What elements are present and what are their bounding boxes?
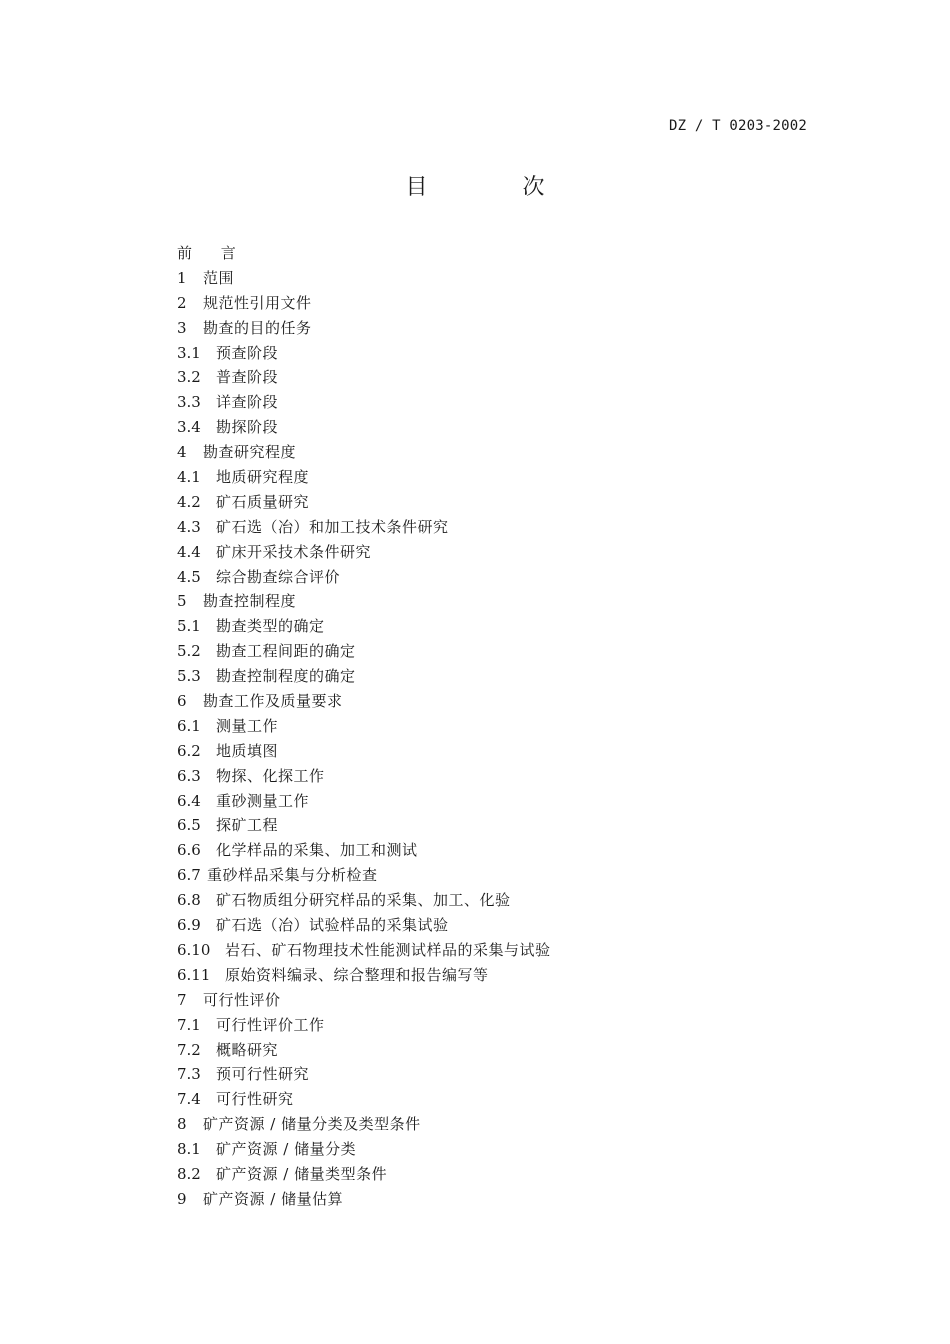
toc-entry <box>177 316 551 341</box>
toc-entry <box>177 863 551 888</box>
toc-entry-number: 7.2 <box>177 1040 201 1059</box>
toc-entry <box>177 1112 551 1137</box>
toc-entry <box>177 963 551 988</box>
toc-entry-number: 3.2 <box>177 368 201 387</box>
toc-entry-title: 勘查工作及质量要求 <box>203 692 343 711</box>
toc-entry <box>177 913 551 938</box>
toc-entry-title: 综合勘查综合评价 <box>216 567 341 586</box>
toc-entry-number: 6.2 <box>177 741 201 760</box>
toc-entry-title: 勘查控制程度 <box>203 592 297 611</box>
toc-entry-number: 6.1 <box>177 716 201 735</box>
toc-entry-number: 4.3 <box>177 517 201 536</box>
toc-entry-title: 矿床开采技术条件研究 <box>216 542 372 561</box>
toc-entry-title: 矿石物质组分研究样品的采集、加工、化验 <box>216 891 511 910</box>
toc-entry <box>177 589 551 614</box>
toc-entry-title: 矿产资源 / 储量分类及类型条件 <box>203 1115 421 1134</box>
standard-code: DZ / T 0203-2002 <box>668 118 807 134</box>
page-title: 目 次 <box>405 175 589 200</box>
toc-entry <box>177 664 551 689</box>
toc-entry-title: 概略研究 <box>216 1040 279 1059</box>
toc-entry-number: 1 <box>177 268 187 287</box>
toc-entry-number: 6.8 <box>177 891 201 910</box>
toc-entry <box>177 291 551 316</box>
toc-entry-title: 原始资料编录、综合整理和报告编写等 <box>225 965 489 984</box>
toc-entry <box>177 1062 551 1087</box>
toc-entry <box>177 689 551 714</box>
toc-entry <box>177 764 551 789</box>
toc-entry-number: 7 <box>177 990 187 1009</box>
toc-entry-number: 6.10 <box>177 940 211 959</box>
toc-entry-title: 矿产资源 / 储量分类 <box>216 1140 357 1159</box>
toc-entry <box>177 1187 551 1212</box>
toc-entry-number: 4.5 <box>177 567 201 586</box>
toc-entry-number: 6.6 <box>177 841 201 860</box>
toc-entry-title: 预查阶段 <box>216 343 279 362</box>
toc-entry-title: 勘查的目的任务 <box>203 318 312 337</box>
toc-entry <box>177 988 551 1013</box>
toc-entry <box>177 838 551 863</box>
toc-entry-title: 测量工作 <box>216 716 279 735</box>
toc-entry <box>177 1038 551 1063</box>
toc-entry-number: 3 <box>177 318 187 337</box>
toc-entry <box>177 540 551 565</box>
toc-entry-number: 9 <box>177 1189 187 1208</box>
toc-entry-number: 5.2 <box>177 642 201 661</box>
toc-entry <box>177 565 551 590</box>
toc-entry-number: 3.3 <box>177 393 201 412</box>
toc-entry-title: 勘查研究程度 <box>203 443 297 462</box>
toc-entry <box>177 341 551 366</box>
toc-entry-title: 规范性引用文件 <box>203 293 312 312</box>
toc-entry-title: 详查阶段 <box>216 393 279 412</box>
toc-entry <box>177 241 551 266</box>
toc-entry-title: 矿产资源 / 储量类型条件 <box>216 1164 388 1183</box>
toc-entry-title: 矿产资源 / 储量估算 <box>203 1189 344 1208</box>
toc-entry-title: 重砂样品采集与分析检查 <box>207 866 378 885</box>
toc-entry <box>177 415 551 440</box>
toc-entry-number: 8.2 <box>177 1164 201 1183</box>
toc-entry-title: 勘查控制程度的确定 <box>216 667 356 686</box>
toc-entry-title: 探矿工程 <box>216 816 279 835</box>
toc-entry-number: 4.1 <box>177 468 201 487</box>
toc-entry <box>177 465 551 490</box>
toc-entry-number: 7.4 <box>177 1090 201 1109</box>
toc-entry-number: 5 <box>177 592 187 611</box>
toc-entry-number: 6.9 <box>177 916 201 935</box>
toc-entry-title: 普查阶段 <box>216 368 279 387</box>
toc-entry-number: 6.3 <box>177 766 201 785</box>
toc-entry-title: 矿石质量研究 <box>216 492 310 511</box>
toc-entry <box>177 938 551 963</box>
toc-entry <box>177 614 551 639</box>
toc-entry-number: 6.4 <box>177 791 201 810</box>
toc-entry <box>177 739 551 764</box>
toc-entry-title: 前 言 <box>177 244 248 262</box>
toc-entry-number: 7.3 <box>177 1065 201 1084</box>
toc-entry <box>177 1013 551 1038</box>
toc-entry-title: 矿石选（冶）和加工技术条件研究 <box>216 517 449 536</box>
toc-entry-title: 可行性评价 <box>203 990 281 1009</box>
toc-entry-title: 勘探阶段 <box>216 418 279 437</box>
toc-entry <box>177 789 551 814</box>
toc-entry <box>177 888 551 913</box>
toc-entry <box>177 390 551 415</box>
toc-entry-number: 5.1 <box>177 617 201 636</box>
toc-entry-number: 8 <box>177 1115 187 1134</box>
toc-entry <box>177 515 551 540</box>
toc-entry-title: 地质研究程度 <box>216 468 310 487</box>
toc-entry-title: 化学样品的采集、加工和测试 <box>216 841 418 860</box>
toc-entry <box>177 1087 551 1112</box>
toc-entry-number: 6.11 <box>177 965 211 984</box>
toc-entry-title: 范围 <box>203 268 235 287</box>
toc-entry-title: 勘查工程间距的确定 <box>216 642 356 661</box>
toc-entry <box>177 639 551 664</box>
toc-entry <box>177 266 551 291</box>
toc-entry-title: 地质填图 <box>216 741 279 760</box>
toc-entry-number: 3.1 <box>177 343 201 362</box>
toc-entry <box>177 490 551 515</box>
toc-entry-title: 物探、化探工作 <box>216 766 325 785</box>
toc-entry-number: 8.1 <box>177 1140 201 1159</box>
toc-entry-title: 重砂测量工作 <box>216 791 310 810</box>
toc-entry-number: 6.5 <box>177 816 201 835</box>
toc-entry <box>177 365 551 390</box>
toc-entry-number: 3.4 <box>177 418 201 437</box>
toc-entry-number: 2 <box>177 293 187 312</box>
toc-entry-title: 岩石、矿石物理技术性能测试样品的采集与试验 <box>225 940 551 959</box>
toc-entry-number: 5.3 <box>177 667 201 686</box>
toc-entry-title: 预可行性研究 <box>216 1065 310 1084</box>
toc-entry <box>177 1137 551 1162</box>
toc-entry <box>177 813 551 838</box>
toc-entry-number: 4.2 <box>177 492 201 511</box>
toc-entry-number: 4 <box>177 443 187 462</box>
toc-entry <box>177 440 551 465</box>
toc-entry-title: 可行性评价工作 <box>216 1015 325 1034</box>
table-of-contents <box>177 241 551 1212</box>
toc-entry-number: 6 <box>177 692 187 711</box>
toc-entry-title: 矿石选（冶）试验样品的采集试验 <box>216 916 449 935</box>
toc-entry <box>177 714 551 739</box>
toc-entry-number: 6.7 <box>177 866 201 885</box>
toc-entry-title: 勘查类型的确定 <box>216 617 325 636</box>
toc-entry-title: 可行性研究 <box>216 1090 294 1109</box>
toc-entry-number: 7.1 <box>177 1015 201 1034</box>
toc-entry <box>177 1162 551 1187</box>
toc-entry-number: 4.4 <box>177 542 201 561</box>
